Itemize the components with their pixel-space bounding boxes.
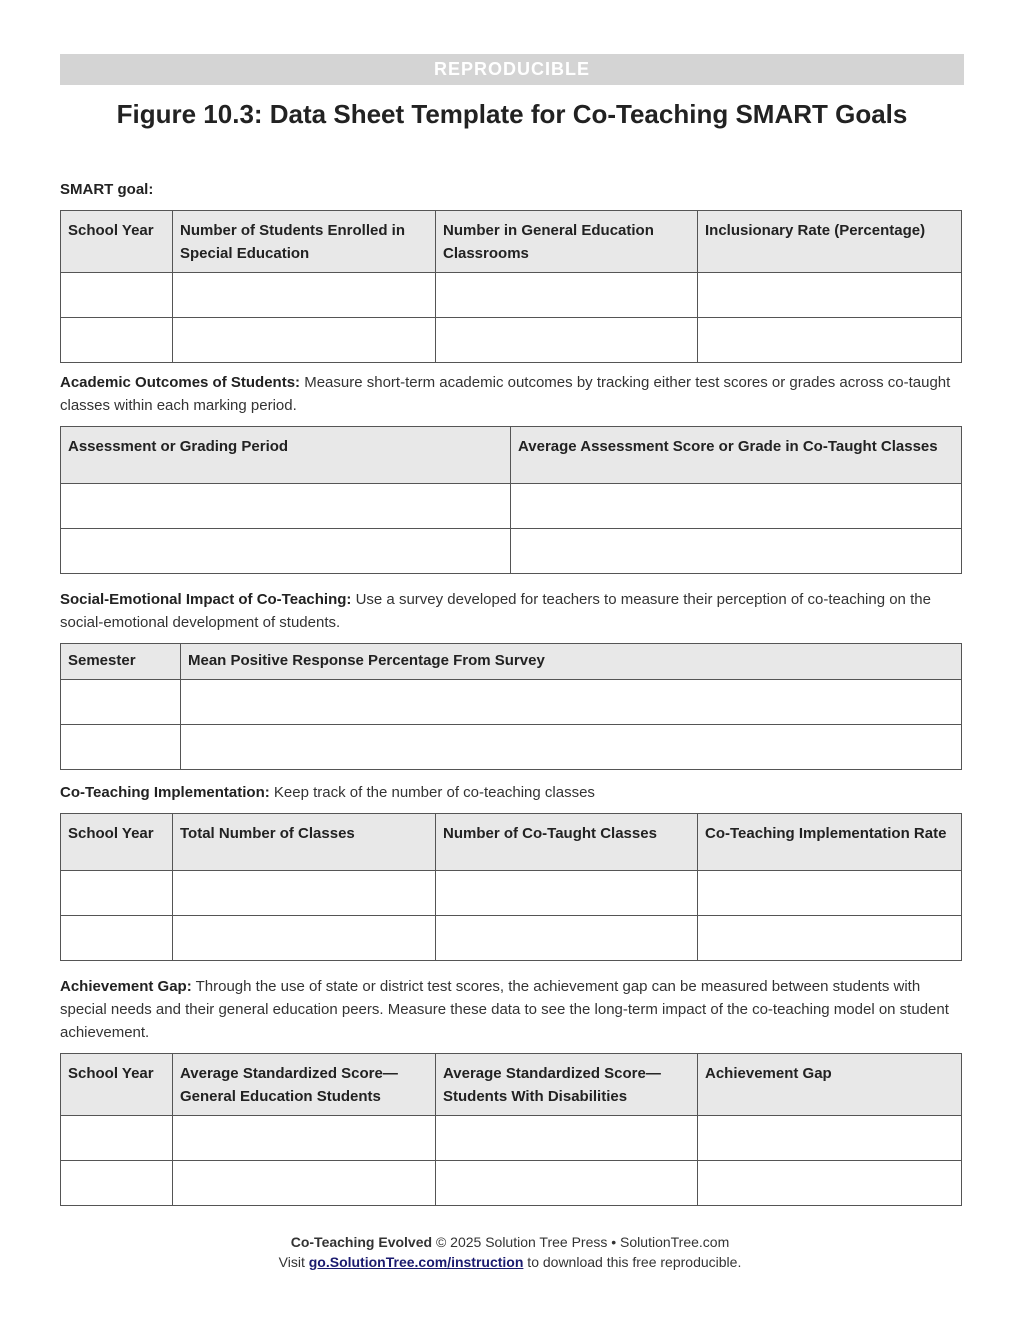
gap-section [60,975,961,1206]
header-general-ed-score: Average Standardized Score—General Education Students [173,1054,436,1116]
table-row [61,1161,962,1206]
header-implementation-rate: Co-Teaching Implementation Rate [698,814,962,871]
academic-text: Measure short-term academic outcomes by tracking either test scores or grades across co-taught classes within each marking period. [60,374,951,414]
social-label: Social-Emotional Impact of Co-Teaching: [60,591,352,608]
header-co-taught-classes: Number of Co-Taught Classes [436,814,698,871]
header-semester: Semester [61,644,181,680]
smart-goal-label: SMART goal: [60,181,154,198]
header-school-year: School Year [61,814,173,871]
header-average-score: Average Assessment Score or Grade in Co-Taught Classes [511,427,962,484]
table-row [61,916,962,961]
social-text: Use a survey developed for teachers to measure their perception of co-teaching on the social-emotional development of students. [60,591,931,631]
implementation-section [60,781,961,961]
table-row [61,529,962,574]
header-school-year: School Year [61,211,173,273]
header-general-classrooms: Number in General Education Classrooms [436,211,698,273]
implementation-label: Co-Teaching Implementation: [60,784,270,801]
header-grading-period: Assessment or Grading Period [61,427,511,484]
academic-table [60,426,962,574]
footer-copyright: © 2025 Solution Tree Press • SolutionTree.com [432,1234,730,1250]
header-total-classes: Total Number of Classes [173,814,436,871]
academic-section [60,371,961,574]
social-section [60,588,961,770]
smart-goal-table [60,210,962,363]
footer [0,1232,1020,1272]
header-inclusionary-rate: Inclusionary Rate (Percentage) [698,211,962,273]
table-row [61,725,962,770]
table-row [61,680,962,725]
academic-label: Academic Outcomes of Students: [60,374,301,391]
table-row [61,273,962,318]
header-achievement-gap: Achievement Gap [698,1054,962,1116]
table-row [61,871,962,916]
header-school-year: School Year [61,1054,173,1116]
footer-book-title: Co-Teaching Evolved [290,1234,433,1250]
table-row [61,1116,962,1161]
smart-goal-section [60,178,961,363]
footer-visit: Visit [278,1254,309,1270]
footer-after: to download this free reproducible. [523,1254,742,1270]
page-title: Figure 10.3: Data Sheet Template for Co-Teaching SMART Goals [116,99,908,129]
social-table [60,643,962,770]
header-students-enrolled: Number of Students Enrolled in Special Education [173,211,436,273]
gap-text: Through the use of state or district test scores, the achievement gap can be measured between students with special needs and their general education peers. Measure these data to see the long-term impact of the co-teaching model on student achievement. [60,978,949,1041]
implementation-text: Keep track of the number of co-teaching classes [269,784,595,801]
header-mean-positive: Mean Positive Response Percentage From Survey [181,644,962,680]
footer-link[interactable]: go.SolutionTree.com/instruction [308,1254,524,1270]
table-row [61,484,962,529]
table-row [61,318,962,363]
gap-table [60,1053,962,1206]
reproducible-banner: REPRODUCIBLE [60,54,964,85]
header-disabilities-score: Average Standardized Score—Students With Disabilities [436,1054,698,1116]
gap-label: Achievement Gap: [60,978,192,995]
implementation-table [60,813,962,961]
